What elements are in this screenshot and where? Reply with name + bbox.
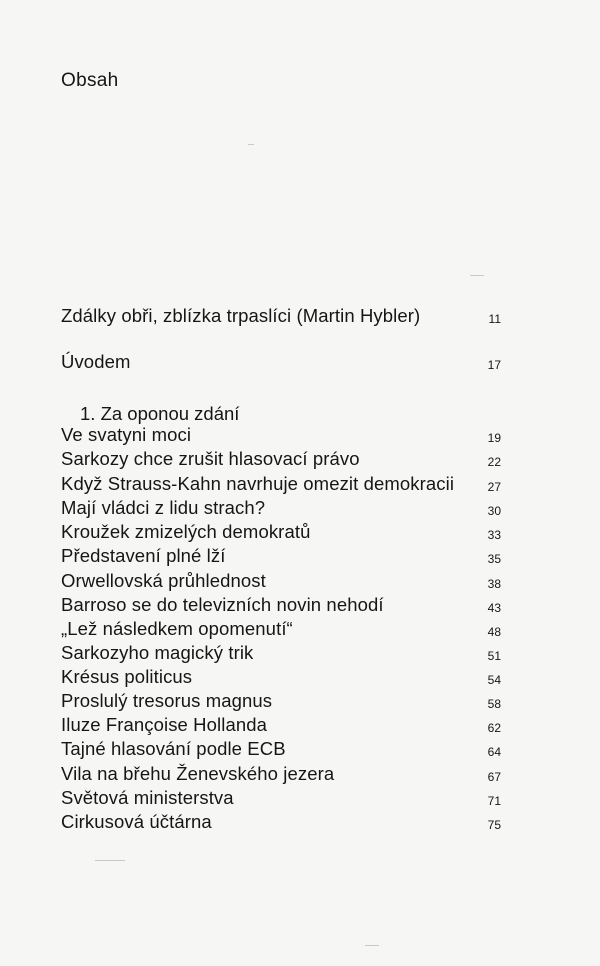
toc-entry — [61, 594, 501, 618]
toc-entry-title: Proslulý tresorus magnus — [61, 690, 273, 711]
toc-entry — [61, 666, 501, 690]
toc-entry-title: Představení plné lží — [61, 545, 226, 566]
toc-entry — [61, 690, 501, 714]
toc-entry — [61, 497, 501, 521]
toc-entry-title: Sarkozyho magický trik — [61, 642, 254, 663]
toc-entry-page: 22 — [487, 455, 501, 469]
toc-entry — [61, 448, 501, 472]
toc-entry-title: Tajné hlasování podle ECB — [61, 738, 286, 759]
toc-entry-page: 30 — [487, 504, 501, 518]
toc-entry-page: 51 — [487, 649, 501, 663]
toc-entry-page: 33 — [487, 528, 501, 542]
toc-entry — [61, 618, 501, 642]
toc-entry — [61, 763, 501, 787]
scan-speck — [470, 275, 484, 276]
toc-entry-page: 62 — [487, 721, 501, 735]
toc-entry — [61, 570, 501, 594]
toc-entry — [61, 642, 501, 666]
toc-entry-page: 64 — [487, 745, 501, 759]
toc-entry-page: 19 — [487, 431, 501, 445]
toc-entry-title: Ve svatyni moci — [61, 424, 192, 445]
toc-entry-page: 67 — [487, 770, 501, 784]
toc-entry-page: 11 — [488, 312, 501, 326]
toc-entry-title: Když Strauss-Kahn navrhuje omezit demokracii — [61, 473, 455, 494]
toc-entry-page: 71 — [487, 794, 501, 808]
toc-entry-page: 43 — [487, 601, 501, 615]
toc-entry — [61, 738, 501, 762]
toc-entry-page: 58 — [487, 697, 501, 711]
scan-speck — [365, 945, 379, 946]
toc-entry — [61, 351, 501, 375]
toc-entry-title: Orwellovská průhlednost — [61, 570, 266, 591]
toc-entry-title: Krésus politicus — [61, 666, 193, 687]
toc-section-title: 1. Za oponou zdání — [80, 403, 240, 424]
toc-entry-title: Sarkozy chce zrušit hlasovací právo — [61, 448, 360, 469]
toc-entry-title: Kroužek zmizelých demokratů — [61, 521, 311, 542]
toc-entry-page: 75 — [487, 818, 501, 832]
toc-entry — [61, 811, 501, 835]
scan-speck — [95, 860, 125, 861]
toc-entry-title: Světová ministerstva — [61, 787, 234, 808]
toc-entry-title: Barroso se do televizních novin nehodí — [61, 594, 384, 615]
toc-entry-page: 38 — [487, 577, 501, 591]
toc-entry — [61, 545, 501, 569]
toc-entry-page: 35 — [487, 552, 501, 566]
toc-entry-page: 17 — [487, 358, 501, 372]
toc-entry — [61, 714, 501, 738]
toc-entry-title: Cirkusová účtárna — [61, 811, 212, 832]
toc-entry — [61, 424, 501, 448]
toc-entry-title: Zdálky obři, zblízka trpaslíci (Martin Hybler) — [61, 305, 421, 326]
toc-entry-page: 27 — [487, 480, 501, 494]
toc-entry-title: Úvodem — [61, 351, 131, 372]
toc-entry-title: „Lež následkem opomenutí“ — [61, 618, 293, 639]
toc-entry-page: 48 — [487, 625, 501, 639]
toc-heading: Obsah — [61, 70, 119, 91]
toc-entry-title: Vila na břehu Ženevského jezera — [61, 763, 335, 784]
toc-entry-page: 54 — [487, 673, 501, 687]
toc-entry-title: Iluze Françoise Hollanda — [61, 714, 268, 735]
toc-entry — [61, 305, 501, 329]
toc-entry — [61, 787, 501, 811]
scan-speck — [248, 144, 254, 145]
toc-entry — [61, 521, 501, 545]
toc-entry — [61, 473, 501, 497]
toc-entry-title: Mají vládci z lidu strach? — [61, 497, 266, 518]
